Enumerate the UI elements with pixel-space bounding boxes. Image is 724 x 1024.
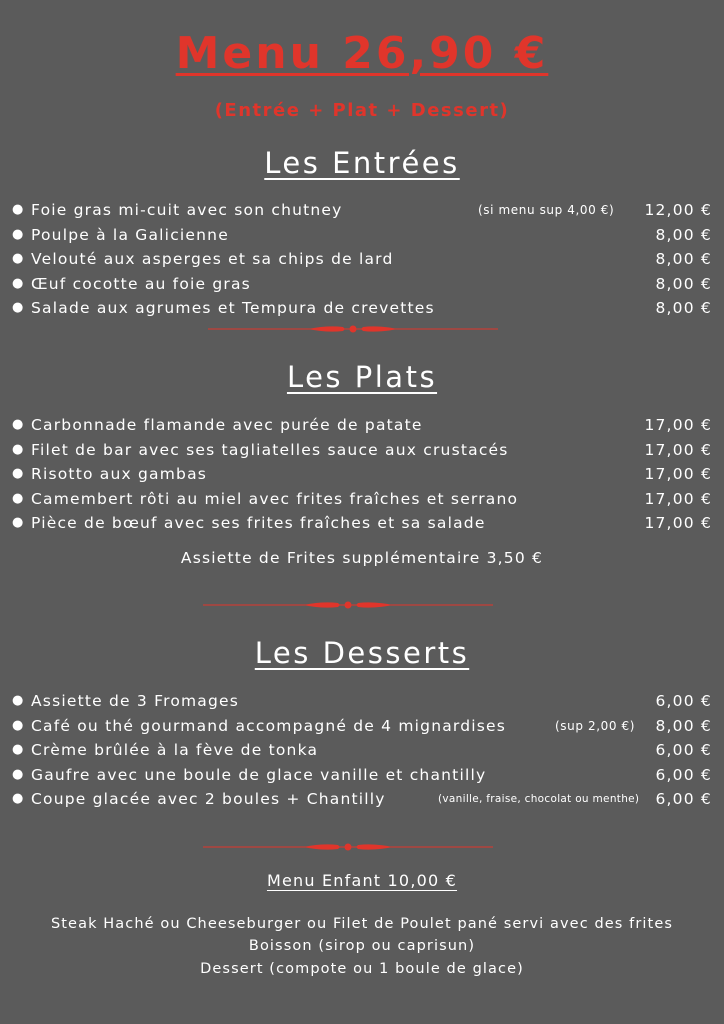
plats-list [12,413,712,536]
item-name: Œuf cocotte au foie gras [31,274,251,293]
kids-menu-line: Steak Haché ou Cheeseburger ou Filet de Poulet pané servi avec des frites [50,916,674,932]
item-price: 6,00 € [655,741,712,760]
list-item [12,738,712,763]
bullet-icon: ● [12,202,25,217]
bullet-icon: ● [12,275,25,291]
bullet-icon: ● [12,717,25,733]
item-name: Poulpe à la Galicienne [31,225,229,244]
list-item [12,511,712,536]
menu-title: Menu 26,90 € [175,28,549,79]
item-price: 8,00 € [655,299,712,318]
bullet-icon: ● [12,742,25,758]
section-title-plats: Les Plats [286,360,438,394]
item-note: (vanille, fraise, chocolat ou menthe) [438,793,640,806]
item-price: 6,00 € [655,765,712,784]
item-price: 8,00 € [655,274,712,293]
bullet-icon: ● [12,791,25,807]
bullet-icon: ● [12,251,25,267]
item-price: 17,00 € [644,514,712,533]
list-item [12,198,712,223]
item-name: Velouté aux asperges et sa chips de lard [31,250,394,269]
item-price: 6,00 € [655,692,712,710]
ornament-divider-icon [203,842,493,852]
item-name: Gaufre avec une boule de glace vanille et chantilly [31,765,487,784]
list-item [12,413,712,438]
desserts-list [12,689,712,812]
bullet-icon: ● [12,515,25,531]
item-price: 8,00 € [655,716,712,735]
item-name: Crème brûlée à la fève de tonka [31,741,319,760]
list-item [12,763,712,788]
bullet-icon: ● [12,226,25,242]
bullet-icon: ● [12,300,25,316]
item-price: 8,00 € [655,250,712,269]
entrees-list [12,198,712,321]
item-note: (sup 2,00 €) [555,718,636,733]
item-name: Camembert rôti au miel avec frites fraîches et serrano [31,489,519,508]
item-name: Coupe glacée avec 2 boules + Chantilly [31,790,386,809]
list-item [12,438,712,463]
list-item [12,223,712,248]
item-price: 17,00 € [644,416,712,434]
list-item [12,714,712,739]
item-price: 17,00 € [644,465,712,484]
item-name: Café ou thé gourmand accompagné de 4 mignardises [31,716,507,735]
item-name: Pièce de bœuf avec ses frites fraîches et sa salade [31,514,486,533]
bullet-icon: ● [12,490,25,506]
list-item [12,689,712,714]
item-name: Risotto aux gambas [31,465,208,484]
list-item [12,272,712,297]
extra-fries-note: Assiette de Frites supplémentaire 3,50 € [180,549,544,567]
section-title-desserts: Les Desserts [254,636,470,670]
ornament-divider-icon [203,600,493,610]
item-name: Filet de bar avec ses tagliatelles sauce aux crustacés [31,440,509,459]
item-name: Carbonnade flamande avec purée de patate [31,416,423,434]
list-item [12,247,712,272]
item-name: Salade aux agrumes et Tempura de crevettes [31,299,435,318]
item-price: 12,00 € [644,201,712,219]
list-item [12,296,712,321]
list-item [12,487,712,512]
kids-menu-line: Boisson (sirop ou caprisun) [248,938,476,954]
item-price: 17,00 € [644,489,712,508]
kids-menu-title: Menu Enfant 10,00 € [266,871,458,890]
bullet-icon: ● [12,441,25,457]
item-price: 17,00 € [644,440,712,459]
bullet-icon: ● [12,766,25,782]
section-title-entrees: Les Entrées [264,146,460,180]
list-item [12,462,712,487]
item-name: Foie gras mi-cuit avec son chutney [31,201,343,219]
bullet-icon: ● [12,417,25,432]
bullet-icon: ● [12,466,25,482]
item-note: (si menu sup 4,00 €) [478,203,615,217]
kids-menu-line: Dessert (compote ou 1 boule de glace) [200,961,524,977]
item-price: 6,00 € [655,790,712,809]
menu-subtitle: (Entrée + Plat + Dessert) [214,100,510,121]
list-item [12,787,712,812]
item-name: Assiette de 3 Fromages [31,692,240,710]
ornament-divider-icon [208,324,498,334]
bullet-icon: ● [12,693,25,708]
item-price: 8,00 € [655,225,712,244]
